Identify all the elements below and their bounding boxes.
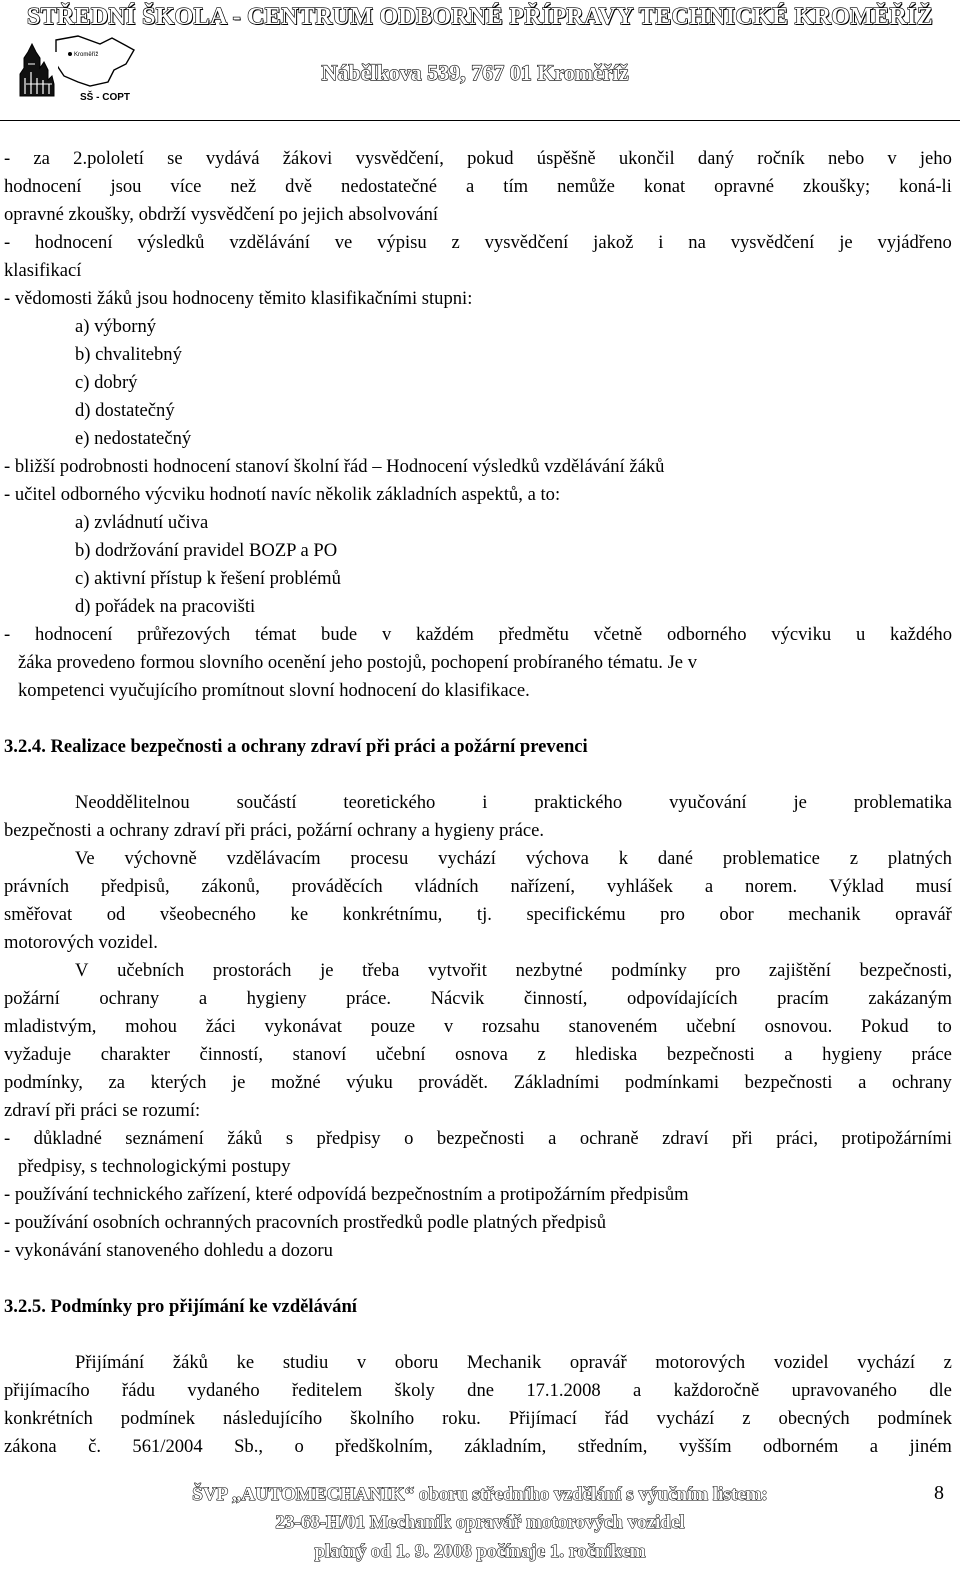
word: opravné (714, 176, 775, 197)
word: řádu (122, 1380, 156, 1401)
justified-line (4, 1349, 952, 1377)
word: možné (271, 1072, 321, 1093)
word: problematice (722, 848, 820, 869)
justified-line (4, 173, 952, 201)
word: požární (4, 988, 60, 1009)
word: školy (394, 1380, 435, 1401)
word: tím (503, 176, 529, 197)
word: předmětu (498, 624, 569, 645)
word: přijímacího (4, 1380, 90, 1401)
word: osnova (455, 1044, 508, 1065)
word: obecných (778, 1408, 850, 1429)
word: všeobecného (159, 904, 256, 925)
word: vychází (438, 848, 496, 869)
word: specifickému (526, 904, 626, 925)
justified-line (4, 789, 952, 817)
grade-item: a) výborný (75, 316, 157, 337)
word: s (285, 1128, 294, 1149)
word: žáků (227, 1128, 263, 1149)
word: vozidel (773, 1352, 829, 1373)
word: - (4, 624, 11, 645)
word: vykonávat (264, 1016, 342, 1037)
word: osnovou. (764, 1016, 833, 1037)
word: včetně (593, 624, 643, 645)
word: v (887, 148, 897, 169)
word: činností, (199, 1044, 264, 1065)
word: mechanik (788, 904, 861, 925)
word: norem. (745, 876, 798, 897)
word: právních (4, 876, 70, 897)
word: výsledků (137, 232, 205, 253)
word: bezpečnosti (666, 1044, 755, 1065)
word: práce. (346, 988, 392, 1009)
grade-item: b) chvalitebný (75, 344, 182, 365)
word: součástí (236, 792, 297, 813)
word: podmínky (611, 960, 687, 981)
word: i (658, 232, 664, 253)
word: a (548, 1128, 557, 1149)
word: oboru (394, 1352, 439, 1373)
word: dne (467, 1380, 494, 1401)
word: výpisu (377, 232, 427, 253)
word: stanoví (292, 1044, 347, 1065)
word: konat (643, 176, 686, 197)
word: výuku (346, 1072, 393, 1093)
word: předpisy (316, 1128, 381, 1149)
text-line: motorových vozidel. (4, 932, 158, 953)
justified-line (4, 1125, 952, 1153)
word: bude (321, 624, 358, 645)
justified-line (4, 957, 952, 985)
word: hygieny (822, 1044, 883, 1065)
word: 17.1.2008 (526, 1380, 601, 1401)
word: ředitelem (292, 1380, 363, 1401)
word: musí (915, 876, 952, 897)
word: a (858, 1072, 867, 1093)
text-line: - vědomosti žáků jsou hodnoceny těmito klasifikačními stupni: (4, 288, 473, 309)
word: obor (719, 904, 754, 925)
word: se (167, 148, 183, 169)
word: Nácvik (430, 988, 485, 1009)
word: úspěšně (536, 148, 596, 169)
word: praktického (534, 792, 623, 813)
word: jsou (110, 176, 142, 197)
word: pro (715, 960, 741, 981)
word: procesu (350, 848, 409, 869)
text-line: - používání osobních ochranných pracovních prostředků podle platných předpisů (4, 1212, 607, 1233)
word: charakter (100, 1044, 170, 1065)
word: Základními (513, 1072, 600, 1093)
page-number: 8 (934, 1482, 944, 1504)
word: koná-li (899, 176, 952, 197)
school-address: Nábělkova 539, 767 01 Kroměříž (321, 60, 629, 85)
word: roku. (442, 1408, 481, 1429)
word: každém (416, 624, 474, 645)
text-line: předpisy, s technologickými postupy (18, 1156, 291, 1177)
word: vytvořit (428, 960, 487, 981)
section-heading-3-2-5: 3.2.5. Podmínky pro přijímání ke vzdělávání (4, 1296, 357, 1317)
word: opravář (569, 1352, 627, 1373)
word: jakož (593, 232, 634, 253)
word: - (4, 232, 11, 253)
text-line: klasifikací (4, 260, 82, 281)
word: motorových (655, 1352, 746, 1373)
word: Přijímání (75, 1352, 145, 1373)
word: ročník (757, 148, 805, 169)
justified-line (4, 1041, 952, 1069)
word: zdraví (662, 1128, 709, 1149)
grade-item: c) dobrý (75, 372, 138, 393)
word: Neoddělitelnou (75, 792, 190, 813)
grade-item: e) nedostatečný (75, 428, 192, 449)
word: vysvědčení (730, 232, 815, 253)
word: - (4, 148, 11, 169)
text-line: - bližší podrobnosti hodnocení stanoví školní řád – Hodnocení výsledků vzdělávání žáků (4, 456, 665, 477)
word: vychází (857, 1352, 916, 1373)
word: a (633, 1380, 642, 1401)
word: vydává (205, 148, 260, 169)
word: odborném (762, 1436, 839, 1457)
word: při (732, 1128, 753, 1149)
word: Ve (75, 848, 95, 869)
word: studiu (282, 1352, 329, 1373)
word: bezpečnosti, (859, 960, 952, 981)
word: z (849, 848, 858, 869)
word: 561/2004 (132, 1436, 203, 1457)
word: podmínek (120, 1408, 196, 1429)
word: - (4, 1128, 11, 1149)
justified-line (4, 873, 952, 901)
word: jiném (909, 1436, 952, 1457)
word: každého (890, 624, 952, 645)
logo-text: SŠ - COPT (80, 92, 131, 103)
aspect-item: d) pořádek na pracovišti (75, 596, 256, 617)
word: z (451, 232, 460, 253)
word: zajištění (768, 960, 831, 981)
word: nedostatečné (341, 176, 438, 197)
section-heading-3-2-4: 3.2.4. Realizace bezpečnosti a ochrany zdraví při práci a požární prevenci (4, 736, 588, 757)
word: předškolním, (335, 1436, 433, 1457)
justified-line (4, 1377, 952, 1405)
word: v (443, 1016, 454, 1037)
word: ochrany (891, 1072, 952, 1093)
word: témat (254, 624, 297, 645)
word: předpisů, (100, 876, 170, 897)
word: vzdělávacím (226, 848, 321, 869)
word: ukončil (618, 148, 675, 169)
word: ochrany (99, 988, 160, 1009)
word: třeba (362, 960, 400, 981)
word: od (106, 904, 126, 925)
justified-line (4, 621, 952, 649)
word: o (294, 1436, 304, 1457)
word: dvě (285, 176, 313, 197)
word: vyučování (669, 792, 747, 813)
word: podmínkami (625, 1072, 720, 1093)
word: pokud (467, 148, 514, 169)
word: za (108, 1072, 125, 1093)
school-name: STŘEDNÍ ŠKOLA - CENTRUM ODBORNÉ PŘÍPRAVY TECHNICKÉ KROMĚŘÍŽ (26, 4, 934, 30)
word: základním, (464, 1436, 547, 1457)
word: zákona (4, 1436, 57, 1457)
word: bezpečnosti (744, 1072, 833, 1093)
word: upravovaného (791, 1380, 897, 1401)
word: Výklad (829, 876, 884, 897)
word: i (482, 792, 488, 813)
word: ochraně (579, 1128, 639, 1149)
word: z (943, 1352, 952, 1373)
word: dle (929, 1380, 952, 1401)
word: mladistvým, (4, 1016, 97, 1037)
word: více (170, 176, 202, 197)
word: hygieny (246, 988, 307, 1009)
word: V (75, 960, 89, 981)
justified-line (4, 229, 952, 257)
word: učební (375, 1044, 426, 1065)
word: práce (911, 1044, 952, 1065)
aspect-item: b) dodržování pravidel BOZP a PO (75, 540, 338, 561)
word: 2.pololetí (73, 148, 144, 169)
word: stanoveném (568, 1016, 658, 1037)
word: kterých (150, 1072, 207, 1093)
text-line: kompetenci vyučujícího promítnout slovní hodnocení do klasifikace. (18, 680, 530, 701)
word: hodnocení (4, 176, 82, 197)
word: důkladné (33, 1128, 102, 1149)
word: mohou (125, 1016, 177, 1037)
word: výchova (525, 848, 589, 869)
word: daný (697, 148, 735, 169)
word: provádět. (418, 1072, 489, 1093)
word: na (688, 232, 706, 253)
word: Sb., (234, 1436, 264, 1457)
word: v (356, 1352, 367, 1373)
document-body (4, 145, 952, 1461)
word: problematika (853, 792, 952, 813)
word: je (793, 792, 807, 813)
word: pro (660, 904, 685, 925)
word: odpovídajících (627, 988, 738, 1009)
word: z (537, 1044, 546, 1065)
logo-map-label: Kroměříž (74, 52, 99, 58)
word: a (466, 176, 475, 197)
word: výchovně (124, 848, 197, 869)
word: vydaného (187, 1380, 260, 1401)
word: k (618, 848, 628, 869)
word: Přijímací (508, 1408, 577, 1429)
word: konkrétnímu, (342, 904, 443, 925)
text-line: - vykonávání stanoveného dohledu a dozoru (4, 1240, 333, 1261)
word: vyjádřeno (877, 232, 952, 253)
word: jeho (919, 148, 952, 169)
word: tj. (476, 904, 492, 925)
word: vychází (656, 1408, 715, 1429)
word: zakázaným (868, 988, 952, 1009)
word: o (404, 1128, 414, 1149)
word: průřezových (137, 624, 231, 645)
word: rozsahu (481, 1016, 540, 1037)
word: teoretického (343, 792, 436, 813)
word: v (381, 624, 392, 645)
word: a (704, 876, 714, 897)
justified-line (4, 145, 952, 173)
word: to (937, 1016, 952, 1037)
word: hodnocení (34, 624, 113, 645)
word: z (742, 1408, 751, 1429)
word: školního (350, 1408, 415, 1429)
word: směřovat (4, 904, 73, 925)
word: nezbytné (515, 960, 583, 981)
word: konkrétních (4, 1408, 93, 1429)
word: zákonů, (201, 876, 260, 897)
word: nebo (827, 148, 865, 169)
word: každoročně (673, 1380, 760, 1401)
justified-line (4, 1405, 952, 1433)
word: pouze (370, 1016, 416, 1037)
footer-line-2: 23-68-H/01 Mechanik opravář motorových vozidel (275, 1512, 685, 1533)
justified-line (4, 985, 952, 1013)
word: a (869, 1436, 879, 1457)
word: středním, (577, 1436, 648, 1457)
word: činností, (523, 988, 588, 1009)
word: seznámení (125, 1128, 204, 1149)
word: žákovi (282, 148, 333, 169)
justified-line (4, 901, 952, 929)
grade-item: d) dostatečný (75, 400, 175, 421)
word: Mechanik (466, 1352, 542, 1373)
word: učebních (117, 960, 185, 981)
word: dané (657, 848, 693, 869)
word: ke (290, 904, 309, 925)
aspect-item: c) aktivní přístup k řešení problémů (75, 568, 341, 589)
word: u (855, 624, 866, 645)
word: odborného (666, 624, 747, 645)
word: hodnocení (35, 232, 113, 253)
word: učební (686, 1016, 736, 1037)
word: a (198, 988, 208, 1009)
text-line: žáka provedeno formou slovního ocenění jeho postojů, pochopení probíraného tématu. Je v (18, 652, 698, 673)
text-line: bezpečnosti a ochrany zdraví při práci, požární ochrany a hygieny práce. (4, 820, 544, 841)
header-divider (0, 120, 960, 121)
word: prováděcích (291, 876, 383, 897)
word: zkoušky; (803, 176, 871, 197)
word: prostorách (212, 960, 292, 981)
word: vysvědčení (484, 232, 569, 253)
word: ke (236, 1352, 255, 1373)
word: vzdělávání (229, 232, 310, 253)
word: hlediska (575, 1044, 638, 1065)
word: je (232, 1072, 246, 1093)
word: vysvědčení, (355, 148, 444, 169)
word: vyhlášek (606, 876, 673, 897)
word: následujícího (223, 1408, 323, 1429)
word: bezpečnosti (436, 1128, 525, 1149)
word: ve (334, 232, 353, 253)
justified-line (4, 1013, 952, 1041)
word: řád (604, 1408, 629, 1429)
word: a (784, 1044, 793, 1065)
aspect-item: a) zvládnutí učiva (75, 512, 209, 533)
word: platných (887, 848, 952, 869)
word: pracím (777, 988, 829, 1009)
word: protipožárními (841, 1128, 952, 1149)
word: výcviku (771, 624, 832, 645)
word: je (320, 960, 334, 981)
word: podmínky, (4, 1072, 83, 1093)
word: vládních (414, 876, 479, 897)
footer-line-1: ŠVP „AUTOMECHANIK“ oboru středního vzdělání s výučním listem: (192, 1484, 768, 1505)
word: práci, (776, 1128, 818, 1149)
word: nařízení, (510, 876, 575, 897)
word: nemůže (557, 176, 615, 197)
word: č. (88, 1436, 101, 1457)
word: za (33, 148, 50, 169)
word: než (230, 176, 257, 197)
word: Pokud (861, 1016, 909, 1037)
word: vyšším (678, 1436, 732, 1457)
word: podmínek (877, 1408, 952, 1429)
word: žáci (205, 1016, 236, 1037)
word: je (839, 232, 853, 253)
word: vyžaduje (4, 1044, 72, 1065)
justified-line (4, 1069, 952, 1097)
footer-line-3: platný od 1. 9. 2008 počínaje 1. ročníkem (314, 1541, 646, 1562)
text-line: - učitel odborného výcviku hodnotí navíc několik základních aspektů, a to: (4, 484, 561, 505)
text-line: zdraví při práci se rozumí: (4, 1100, 201, 1121)
text-line: opravné zkoušky, obdrží vysvědčení po jejich absolvování (4, 204, 439, 225)
word: žáků (172, 1352, 208, 1373)
word: opravář (895, 904, 952, 925)
text-line: - používání technického zařízení, které odpovídá bezpečnostním a protipožárním předpisům (4, 1184, 689, 1205)
justified-line (4, 845, 952, 873)
justified-line (4, 1433, 952, 1461)
